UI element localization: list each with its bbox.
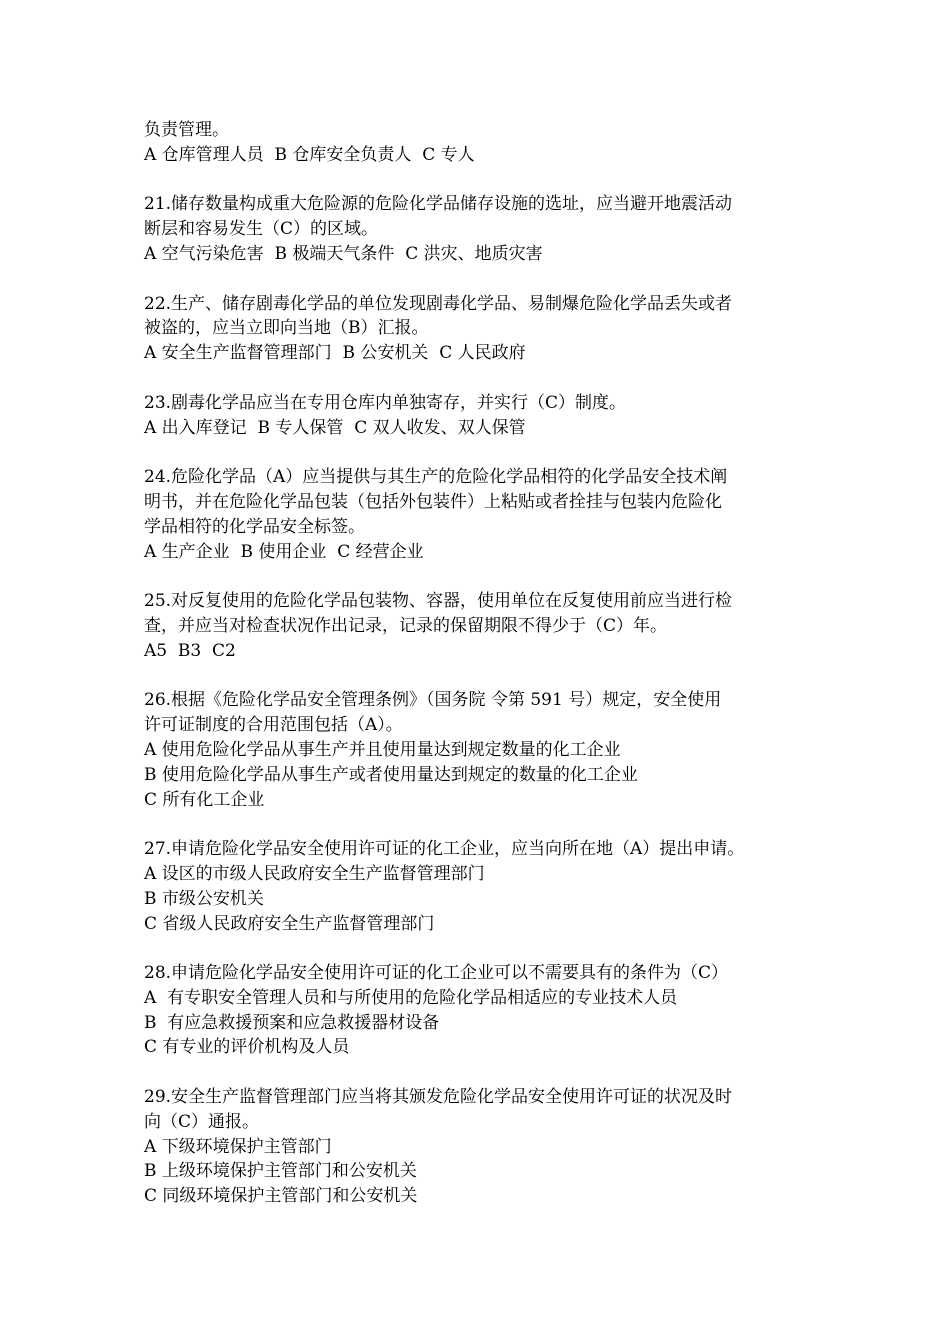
text-line: 负责管理。 xyxy=(144,120,229,140)
answer-options: A 仓库管理人员 B 仓库安全负责人 C 专人 xyxy=(144,144,475,165)
answer-options: A 安全生产监督管理部门 B 公安机关 C 人民政府 xyxy=(144,343,526,364)
question-text: 学品相符的化学品安全标签。 xyxy=(144,516,365,537)
question-25 xyxy=(144,589,816,663)
question-text: 被盗的，应当立即向当地（B）汇报。 xyxy=(144,318,429,339)
answer-option-c: C 有专业的评价机构及人员 xyxy=(144,1037,350,1058)
question-text: 25.对反复使用的危险化学品包装物、容器，使用单位在反复使用前应当进行检 xyxy=(144,591,733,612)
answer-option-c: C 同级环境保护主管部门和公安机关 xyxy=(144,1186,418,1207)
answer-option-c: C 省级人民政府安全生产监督管理部门 xyxy=(144,913,435,934)
question-text: 明书，并在危险化学品包装（包括外包装件）上粘贴或者拴挂与包装内危险化 xyxy=(144,491,722,512)
answer-option-a: A 设区的市级人民政府安全生产监督管理部门 xyxy=(144,863,485,884)
answer-option-a: A 有专职安全管理人员和与所使用的危险化学品相适应的专业技术人员 xyxy=(144,987,678,1008)
answer-option-a: A 使用危险化学品从事生产并且使用量达到规定数量的化工企业 xyxy=(144,739,621,760)
question-text: 24.危险化学品（A）应当提供与其生产的危险化学品相符的化学品安全技术阐 xyxy=(144,467,728,488)
question-24 xyxy=(144,465,816,564)
answer-options: A 生产企业 B 使用企业 C 经营企业 xyxy=(144,541,424,562)
question-text: 26.根据《危险化学品安全管理条例》（国务院 令第 591 号）规定，安全使用 xyxy=(144,690,722,711)
question-text: 27.申请危险化学品安全使用许可证的化工企业，应当向所在地（A）提出申请。 xyxy=(144,839,745,860)
answer-options: A 空气污染危害 B 极端天气条件 C 洪灾、地质灾害 xyxy=(144,243,543,264)
question-text: 23.剧毒化学品应当在专用仓库内单独寄存，并实行（C）制度。 xyxy=(144,392,627,413)
answer-option-c: C 所有化工企业 xyxy=(144,789,265,810)
question-28 xyxy=(144,961,816,1060)
question-22 xyxy=(144,292,816,366)
question-text: 查，并应当对检查状况作出记录，记录的保留期限不得少于（C）年。 xyxy=(144,615,668,636)
question-21 xyxy=(144,192,816,266)
question-text: 许可证制度的合用范围包括（A）。 xyxy=(144,715,403,736)
question-text: 向（C）通报。 xyxy=(144,1111,260,1132)
question-23 xyxy=(144,391,816,441)
question-26 xyxy=(144,688,816,812)
answer-option-b: B 市级公安机关 xyxy=(144,888,264,909)
answer-options: A5 B3 C2 xyxy=(144,640,236,661)
question-29 xyxy=(144,1085,816,1209)
answer-option-b: B 使用危险化学品从事生产或者使用量达到规定的数量的化工企业 xyxy=(144,764,638,785)
question-text: 21.储存数量构成重大危险源的危险化学品储存设施的选址，应当避开地震活动 xyxy=(144,194,733,215)
question-text: 断层和容易发生（C）的区域。 xyxy=(144,219,379,240)
document-page xyxy=(144,118,816,1209)
answer-options: A 出入库登记 B 专人保管 C 双人收发、双人保管 xyxy=(144,417,526,438)
question-text: 28.申请危险化学品安全使用许可证的化工企业可以不需要具有的条件为（C） xyxy=(144,963,729,984)
answer-option-b: B 上级环境保护主管部门和公安机关 xyxy=(144,1161,417,1182)
answer-option-a: A 下级环境保护主管部门 xyxy=(144,1136,332,1157)
question-text: 22.生产、储存剧毒化学品的单位发现剧毒化学品、易制爆危险化学品丢失或者 xyxy=(144,293,733,314)
question-20-tail xyxy=(144,118,816,168)
question-text: 29.安全生产监督管理部门应当将其颁发危险化学品安全使用许可证的状况及时 xyxy=(144,1087,733,1108)
answer-option-b: B 有应急救援预案和应急救援器材设备 xyxy=(144,1012,440,1033)
question-27 xyxy=(144,837,816,936)
